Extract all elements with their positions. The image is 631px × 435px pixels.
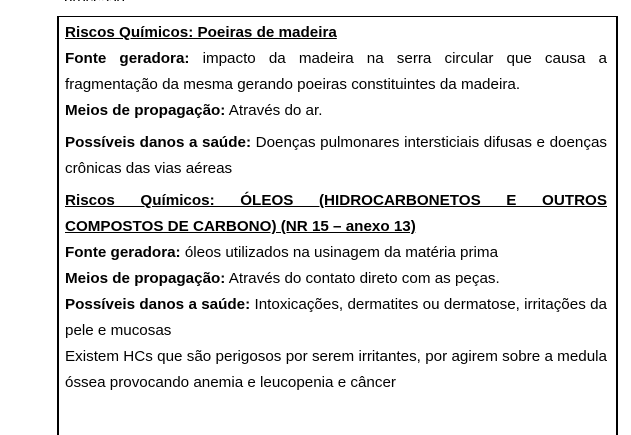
paragraph-meios-propagacao xyxy=(65,98,607,124)
section-heading-wood-dust xyxy=(65,20,607,46)
section-heading-oils-line2 xyxy=(65,214,607,240)
section-heading-oils-line1 xyxy=(65,188,607,214)
label-fonte-geradora: Fonte geradora: xyxy=(65,244,181,261)
label-possiveis-danos: Possíveis danos a saúde: xyxy=(65,134,251,151)
text-possiveis-danos: Doenças pulmonares intersticiais difusas e doenças crônicas das vias aéreas xyxy=(65,134,607,177)
paragraph-possiveis-danos xyxy=(65,292,607,344)
text-possiveis-danos: Intoxicações, dermatites ou dermatose, irritações da pele e mucosas xyxy=(65,296,607,339)
heading-text: COMPOSTOS DE CARBONO) (NR 15 – anexo 13) xyxy=(65,218,416,235)
text-fonte-geradora: óleos utilizados na usinagem da matéria prima xyxy=(180,244,499,261)
heading-text: Riscos Químicos: ÓLEOS (HIDROCARBONETOS E OUTROS xyxy=(65,192,607,209)
paragraph-meios-propagacao xyxy=(65,266,607,292)
heading-text: Riscos Químicos: Poeiras de madeira xyxy=(65,24,337,41)
document-content xyxy=(65,20,607,396)
label-meios-propagacao: Meios de propagação: xyxy=(65,270,226,287)
paragraph-fonte-geradora xyxy=(65,46,607,98)
paragraph-note-hcs: Existem HCs que são perigosos por serem irritantes, por agirem sobre a medula óssea provocando anemia e leucopenia e câncer xyxy=(65,348,607,391)
previous-page-fragment xyxy=(64,0,129,1)
paragraph-possiveis-danos xyxy=(65,130,607,182)
text-fonte-geradora: impacto da madeira na serra circular que causa a fragmentação da mesma gerando poeiras constituintes da madeira. xyxy=(65,50,608,93)
text-meios-propagacao: Através do ar. xyxy=(225,102,323,119)
label-fonte-geradora: Fonte geradora: xyxy=(65,50,190,67)
paragraph-fonte-geradora xyxy=(65,240,607,266)
label-meios-propagacao: Meios de propagação: xyxy=(65,102,226,119)
text-meios-propagacao: Através do contato direto com as peças. xyxy=(225,270,500,287)
label-possiveis-danos: Possíveis danos a saúde: xyxy=(65,296,251,313)
